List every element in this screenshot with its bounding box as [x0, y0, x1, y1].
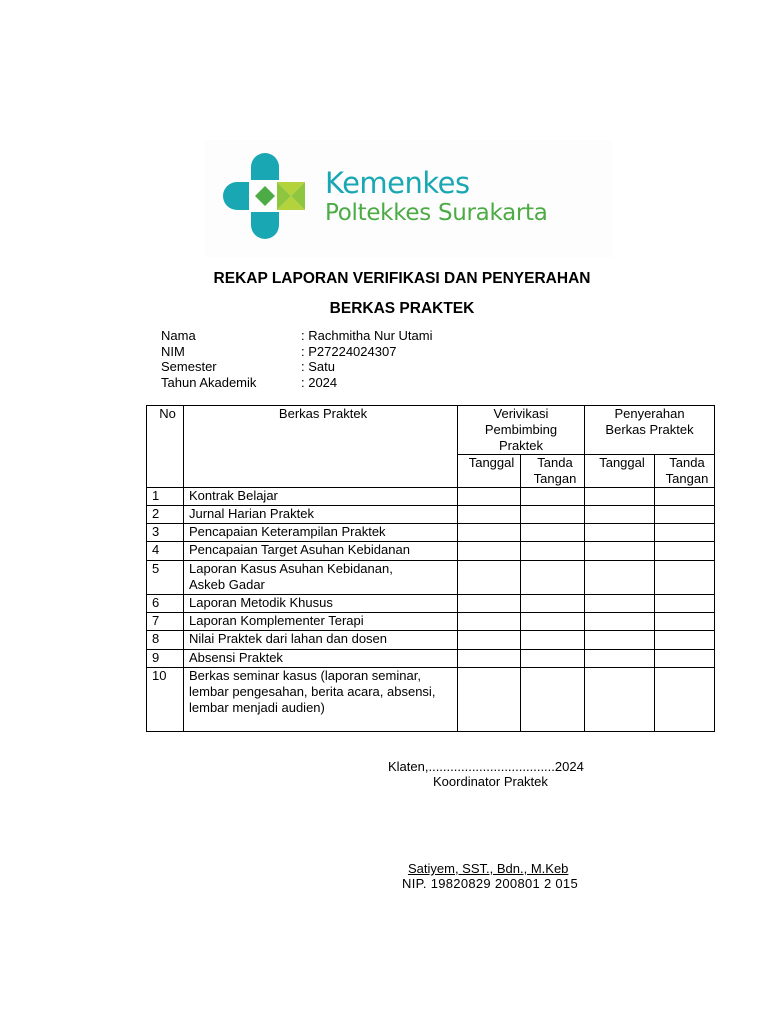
- info-label: NIM: [161, 343, 185, 359]
- cell-tanggal-verifikasi: [458, 631, 521, 650]
- cell-ttd-penyerahan: [655, 561, 715, 595]
- cell-ttd-penyerahan: [655, 488, 715, 506]
- cell-tanggal-penyerahan: [585, 595, 655, 613]
- cell-tanggal-penyerahan: [585, 488, 655, 506]
- brand-name: Kemenkes: [325, 166, 470, 200]
- kemenkes-logo: [205, 140, 613, 258]
- info-label: Semester: [161, 359, 217, 374]
- header-tanda-tangan: Tanda Tangan: [521, 455, 585, 488]
- cell-ttd-verifikasi: [521, 631, 585, 650]
- row-no: 8: [147, 631, 184, 650]
- document-title-line-2: BERKAS PRAKTEK: [329, 300, 475, 317]
- info-label: Nama: [161, 328, 196, 343]
- row-no: 9: [147, 650, 184, 668]
- header-tanggal: Tanggal: [585, 455, 655, 488]
- table-row: [147, 542, 715, 561]
- cell-ttd-penyerahan: [655, 524, 715, 542]
- cell-tanggal-penyerahan: [585, 613, 655, 631]
- cell-tanggal-penyerahan: [585, 631, 655, 650]
- cell-ttd-penyerahan: [655, 595, 715, 613]
- header-tanggal: Tanggal: [458, 455, 521, 488]
- info-row-tahun-akademik: [161, 375, 432, 391]
- header-tanda-tangan: Tanda Tangan: [655, 455, 715, 488]
- row-item: Pencapaian Keterampilan Praktek: [184, 524, 458, 542]
- signer-role: Koordinator Praktek: [433, 774, 548, 789]
- kemenkes-emblem-icon: [219, 153, 309, 239]
- cell-tanggal-verifikasi: [458, 595, 521, 613]
- table-row: [147, 650, 715, 668]
- cell-ttd-verifikasi: [521, 488, 585, 506]
- signer-name: Satiyem, SST., Bdn., M.Keb: [408, 861, 569, 876]
- cell-ttd-penyerahan: [655, 631, 715, 650]
- header-verifikasi: Verivikasi Pembimbing Praktek: [458, 406, 585, 455]
- student-info: [161, 328, 432, 390]
- cell-tanggal-verifikasi: [458, 524, 521, 542]
- table-row: [147, 631, 715, 650]
- cell-ttd-penyerahan: [655, 506, 715, 524]
- cell-tanggal-verifikasi: [458, 668, 521, 732]
- row-item: Pencapaian Target Asuhan Kebidanan: [184, 542, 458, 561]
- row-no: 4: [147, 542, 184, 561]
- cell-ttd-verifikasi: [521, 561, 585, 595]
- cell-tanggal-penyerahan: [585, 506, 655, 524]
- cell-tanggal-verifikasi: [458, 506, 521, 524]
- row-no: 1: [147, 488, 184, 506]
- cell-ttd-verifikasi: [521, 595, 585, 613]
- info-value: : Rachmitha Nur Utami: [301, 328, 433, 343]
- table-row: [147, 613, 715, 631]
- cell-ttd-penyerahan: [655, 542, 715, 561]
- cell-tanggal-penyerahan: [585, 542, 655, 561]
- row-item: Absensi Praktek: [184, 650, 458, 668]
- cell-ttd-verifikasi: [521, 650, 585, 668]
- table-row: [147, 488, 715, 506]
- cell-ttd-verifikasi: [521, 506, 585, 524]
- row-item: Laporan Metodik Khusus: [184, 595, 458, 613]
- cell-ttd-penyerahan: [655, 613, 715, 631]
- info-row-semester: [161, 359, 432, 375]
- info-label: Tahun Akademik: [161, 374, 257, 390]
- table-row: [147, 668, 715, 732]
- row-item: Berkas seminar kasus (laporan seminar, lembar pengesahan, berita acara, absensi, lembar menjadi audien): [184, 668, 458, 732]
- table-row: [147, 524, 715, 542]
- cell-tanggal-penyerahan: [585, 650, 655, 668]
- cell-tanggal-verifikasi: [458, 542, 521, 561]
- row-item: Laporan Komplementer Terapi: [184, 613, 458, 631]
- header-no: No: [147, 406, 184, 488]
- row-item: Kontrak Belajar: [184, 488, 458, 506]
- table-row: [147, 595, 715, 613]
- info-value: : 2024: [301, 374, 338, 390]
- info-value: : Satu: [301, 359, 335, 374]
- institution-name: Poltekkes Surakarta: [325, 200, 548, 226]
- cell-ttd-penyerahan: [655, 650, 715, 668]
- row-no: 3: [147, 524, 184, 542]
- signer-nip: NIP. 19820829 200801 2 015: [402, 876, 578, 891]
- table-row: [147, 506, 715, 524]
- info-row-nama: [161, 328, 432, 344]
- rekap-table: [146, 405, 715, 732]
- cell-ttd-verifikasi: [521, 524, 585, 542]
- cell-tanggal-verifikasi: [458, 650, 521, 668]
- cell-ttd-verifikasi: [521, 668, 585, 732]
- header-berkas-praktek: Berkas Praktek: [184, 406, 458, 488]
- cell-ttd-penyerahan: [655, 668, 715, 732]
- info-row-nim: [161, 344, 432, 360]
- table-row: [147, 561, 715, 595]
- row-item: Laporan Kasus Asuhan Kebidanan, Askeb Gadar: [184, 561, 458, 595]
- cell-tanggal-penyerahan: [585, 561, 655, 595]
- row-no: 7: [147, 613, 184, 631]
- row-no: 2: [147, 506, 184, 524]
- cell-tanggal-penyerahan: [585, 668, 655, 732]
- cell-ttd-verifikasi: [521, 542, 585, 561]
- row-no: 5: [147, 561, 184, 595]
- row-item: Jurnal Harian Praktek: [184, 506, 458, 524]
- row-no: 10: [147, 668, 184, 732]
- cell-tanggal-penyerahan: [585, 524, 655, 542]
- cell-tanggal-verifikasi: [458, 561, 521, 595]
- document-title-line-1: REKAP LAPORAN VERIFIKASI DAN PENYERAHAN: [213, 270, 591, 287]
- cell-tanggal-verifikasi: [458, 613, 521, 631]
- cell-ttd-verifikasi: [521, 613, 585, 631]
- header-penyerahan: Penyerahan Berkas Praktek: [585, 406, 715, 455]
- row-no: 6: [147, 595, 184, 613]
- cell-tanggal-verifikasi: [458, 488, 521, 506]
- place-date: Klaten,...................................2024: [388, 759, 584, 774]
- info-value: : P27224024307: [301, 343, 397, 359]
- row-item: Nilai Praktek dari lahan dan dosen: [184, 631, 458, 650]
